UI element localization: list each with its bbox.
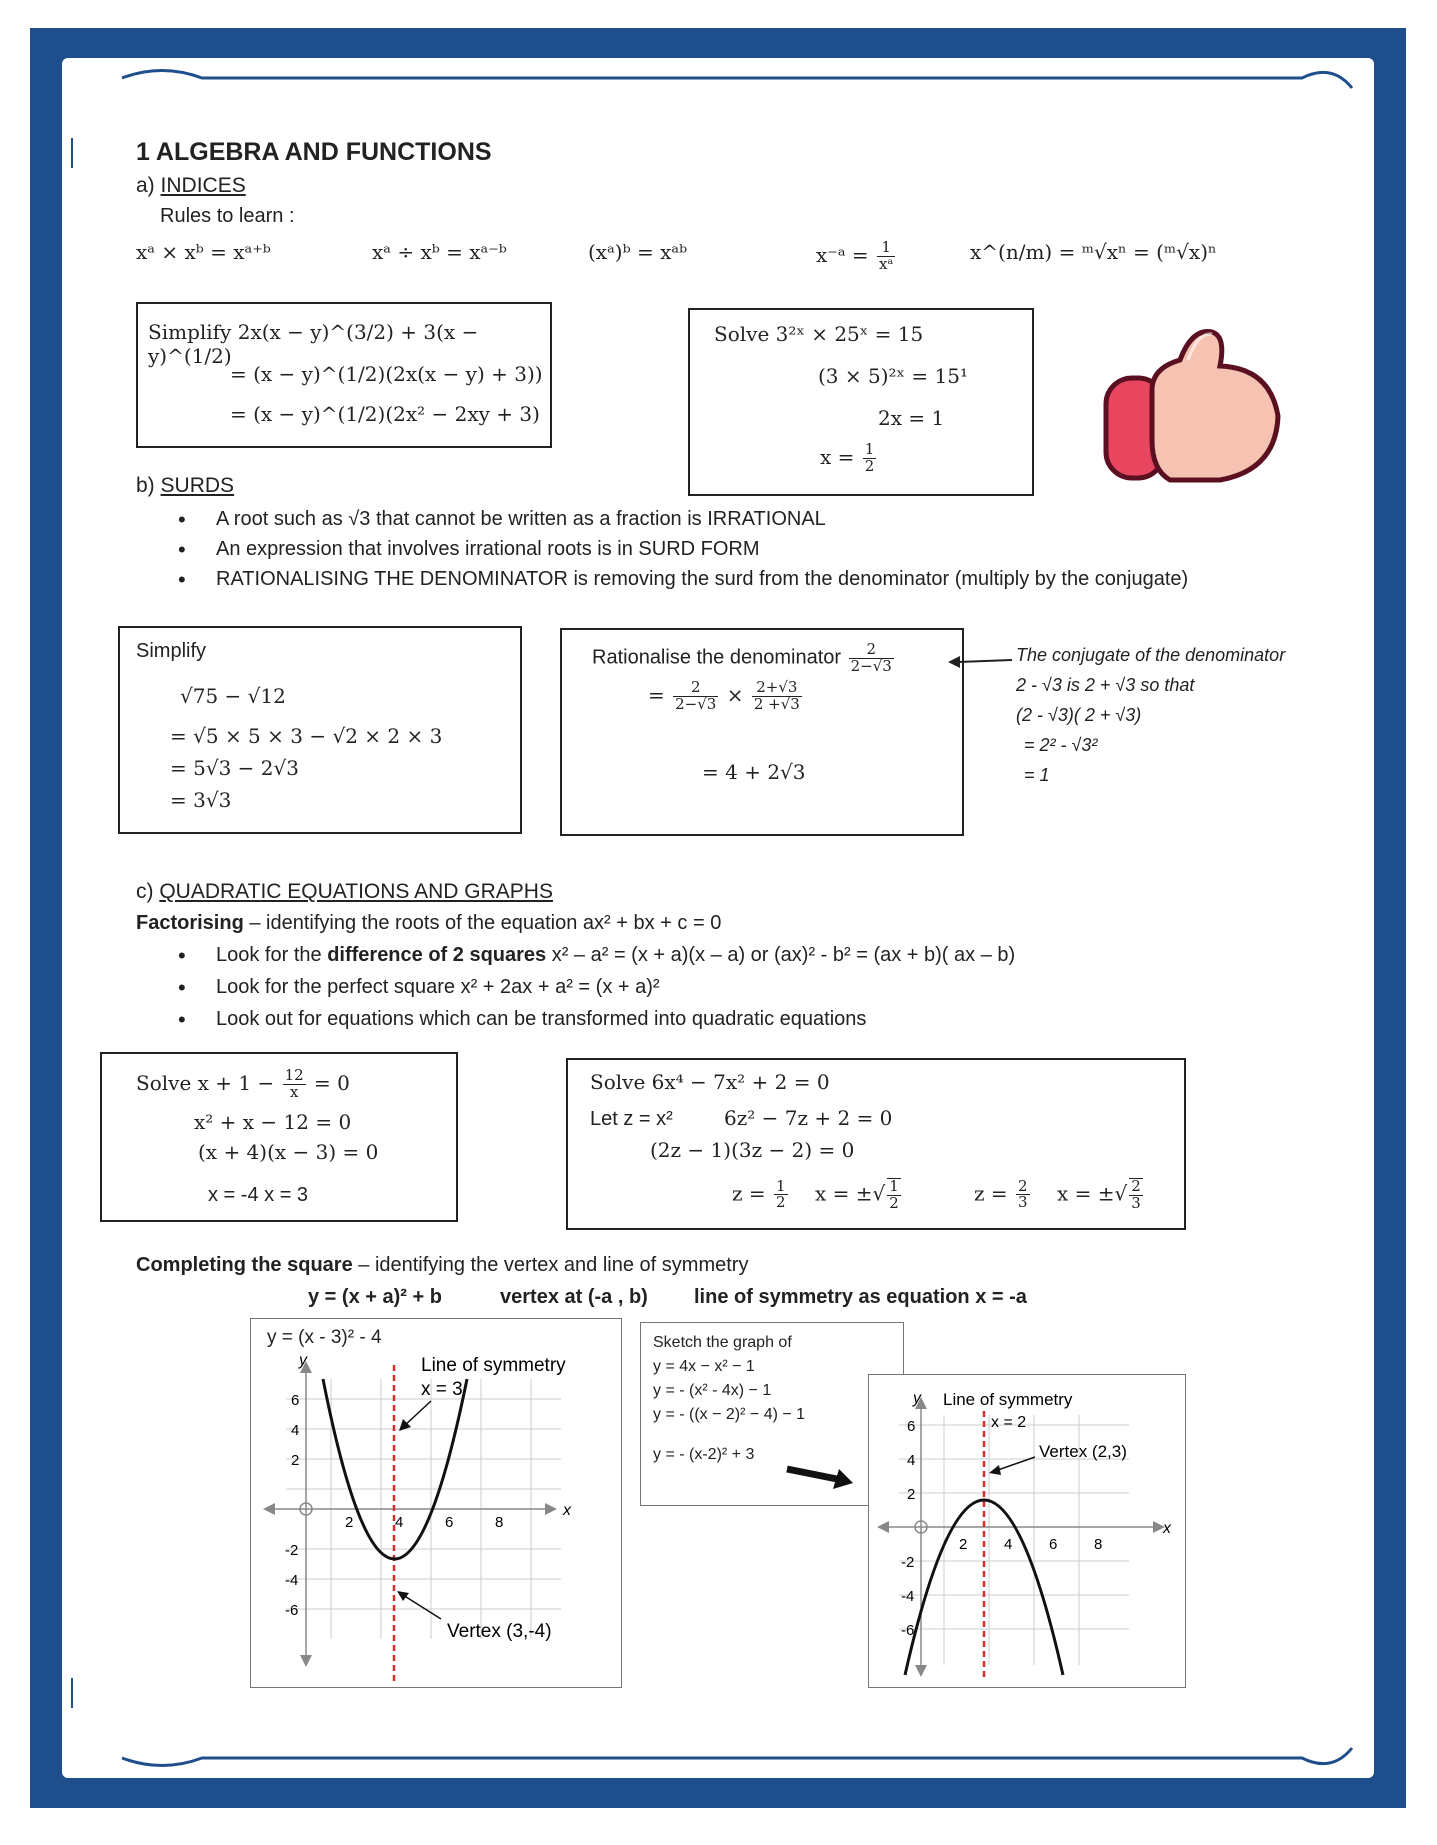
arrow-right-icon [783,1461,855,1491]
graph-2-panel [868,1374,1186,1688]
graph-2-xtick-8: 8 [1094,1536,1103,1553]
surds-bullet-3: • RATIONALISING THE DENOMINATOR is removing the surd from the denominator (multiply by the conjugate) [216,568,1188,591]
quad-box2-line2: 6z² − 7z + 2 = 0 [724,1106,893,1130]
surds-box1-line3: = 5√3 − 2√3 [170,756,299,780]
quadratic-bullet-1-pre: Look for the [216,944,328,966]
factorising-rest: – identifying the roots of the equation ax² + bx + c = 0 [243,912,722,934]
graph-1-sym-label-2: x = 3 [421,1379,463,1400]
quad-box2-z2-den: 3 [1018,1193,1028,1212]
rationalise-times: × [726,682,744,707]
surds-box1-line2: = √5 × 5 × 3 − √2 × 2 × 3 [170,724,443,748]
indices-box2-line1: Solve 3²ˣ × 25ˣ = 15 [714,322,924,346]
solve-indices-box [688,308,1034,496]
indices-heading [136,174,246,198]
surds-heading [136,474,234,498]
surds-bullet-1: • A root such as √3 that cannot be written as a fraction is IRRATIONAL [216,508,826,531]
quad-box2-x2: x = ±√ [1057,1181,1128,1206]
rationalise-result: = 4 + 2√3 [702,760,806,784]
surds-title: SURDS [160,474,235,497]
graph-1-xtick-8: 8 [495,1514,504,1531]
quad-box2-x2-den: 3 [1131,1193,1141,1212]
graph-1-ytick-2: 2 [291,1452,300,1469]
completing-line [136,1254,748,1277]
graph-2-ytick-6: 6 [907,1418,916,1435]
solve-quartic-box [566,1058,1186,1230]
sketch-line5: y = - (x-2)² + 3 [653,1446,755,1463]
rules-label: Rules to learn : [160,205,295,227]
quadratic-bullet-1-bold: difference of 2 squares [327,944,547,966]
graph-1-title: y = (x - 3)² - 4 [267,1327,382,1348]
graph-1-ytick-m2: -2 [285,1542,299,1559]
surds-box1-line4: = 3√3 [170,788,232,812]
solve-quadratic-box [100,1052,458,1222]
sketch-line2: y = 4x − x² − 1 [653,1358,755,1375]
indices-box2-x: x = [820,444,855,469]
quadratics-prefix: c) [136,880,154,903]
graph-2-xtick-6: 6 [1049,1536,1058,1553]
factorising-bold: Factorising [136,912,244,934]
graph-1-x-label: x [563,1502,571,1519]
graph-1-ytick-6: 6 [291,1392,300,1409]
quad-box1-line1 [136,1068,350,1101]
sketch-box [640,1322,904,1506]
rationalise-title-num: 2 [849,642,894,659]
factorising-line [136,912,721,935]
graph-2-x-label: x [1163,1520,1171,1537]
sketch-line3: y = - (x² - 4x) − 1 [653,1382,772,1399]
quad-box2-x1: x = ±√ [815,1181,886,1206]
rationalise-f1-num: 2 [673,680,718,697]
graph-2-sym-label-1: Line of symmetry [943,1390,1073,1409]
rationalise-f2-den: 2 +√3 [753,694,800,713]
indices-box2-den: 2 [864,456,875,475]
rule-multiply: xᵃ × xᵇ = xᵃ⁺ᵇ [136,240,271,264]
graph-2-vertex-label: Vertex (2,3) [1039,1442,1127,1461]
indices-box1-line3: = (x − y)^(1/2)(2x² − 2xy + 3) [230,402,540,426]
graph-1-ytick-m4: -4 [285,1572,299,1589]
surds-box1-line1: √75 − √12 [180,684,286,708]
surds-box1-title: Simplify [136,640,207,662]
sketch-line1: Sketch the graph of [653,1334,792,1351]
simplify-surds-box [118,626,522,834]
graph-1-ytick-4: 4 [291,1422,300,1439]
formula-symmetry: line of symmetry as equation x = -a [694,1286,1027,1308]
rationalise-step [648,680,804,713]
indices-box2-line2: (3 × 5)²ˣ = 15¹ [818,364,968,388]
graph-2-xtick-4: 4 [1004,1536,1013,1553]
quad-box2-z2: z = [974,1181,1008,1206]
quad-box1-pre: Solve x + 1 − [136,1070,275,1095]
graph-1-sym-label-1: Line of symmetry [421,1355,566,1376]
indices-box2-num: 1 [864,440,875,458]
quad-box1-line4: x = -4 x = 3 [208,1184,309,1206]
rule-divide: xᵃ ÷ xᵇ = xᵃ⁻ᵇ [372,240,507,264]
surds-prefix: b) [136,474,155,497]
conjugate-note-line4: = 2² - √3² [1024,735,1098,755]
conjugate-note-line3: (2 - √3)( 2 + √3) [1016,705,1142,725]
graph-2-y-label: y [913,1390,921,1407]
quadratic-bullet-1-post: x² – a² = (x + a)(x – a) or (ax)² - b² = (ax + b)( ax – b) [546,944,1016,966]
sketch-text [653,1331,805,1467]
quadratics-title: QUADRATIC EQUATIONS AND GRAPHS [159,880,553,903]
formula-vertex-form: y = (x + a)² + b [308,1286,442,1308]
rule-negative [816,240,897,273]
rule-fractional: x^(n/m) = ᵐ√xⁿ = (ᵐ√x)ⁿ [970,240,1217,264]
graph-2-ytick-4: 4 [907,1452,916,1469]
quad-box2-let: Let z = x² [590,1108,673,1130]
graph-1-xtick-4: 4 [395,1514,404,1531]
indices-box2-line3: 2x = 1 [878,406,945,430]
conjugate-note [1016,640,1285,790]
graph-1-y-label: y [299,1352,307,1369]
graph-1-xtick-6: 6 [445,1514,454,1531]
rationalise-box [560,628,964,836]
graph-1-xtick-2: 2 [345,1514,354,1531]
quad-box1-line3: (x + 4)(x − 3) = 0 [198,1140,379,1164]
quad-box2-z1: z = [732,1181,766,1206]
graph-1-vertex-label: Vertex (3,-4) [447,1621,552,1642]
quadratic-bullet-2: • Look for the perfect square x² + 2ax + a² = (x + a)² [216,976,660,999]
rationalise-f1-den: 2−√3 [675,694,717,713]
conjugate-note-line2: 2 - √3 is 2 + √3 so that [1016,675,1195,695]
quadratic-bullet-3: • Look out for equations which can be transformed into quadratic equations [216,1008,866,1031]
quad-box2-x2-num: 2 [1131,1177,1141,1195]
quad-box2-x1-den: 2 [889,1193,899,1212]
graph-1-ytick-m6: -6 [285,1602,299,1619]
graph-2-sym-label-2: x = 2 [991,1414,1027,1431]
rationalise-title-den: 2−√3 [850,656,892,675]
indices-box1-line1: Simplify 2x(x − y)^(3/2) + 3(x − y)^(1/2) [148,320,479,368]
quad-box2-z2-num: 2 [1018,1176,1028,1195]
graph-2-ytick-m6: -6 [901,1622,915,1639]
quadratic-bullet-1 [216,944,1015,967]
quad-box1-num: 12 [284,1066,304,1084]
graph-2-plot [869,1375,1185,1687]
rule-negative-den: xᵃ [879,254,894,273]
quad-box2-x1-num: 1 [889,1177,899,1195]
quadratics-heading [136,880,553,904]
rule-negative-lhs: x⁻ᵃ = [816,242,869,267]
graph-2-ytick-2: 2 [907,1486,916,1503]
sketch-line4: y = - ((x − 2)² − 4) − 1 [653,1406,806,1423]
quad-box1-line2: x² + x − 12 = 0 [194,1110,352,1134]
quad-box2-z1-den: 2 [776,1193,786,1212]
rationalise-f2-num: 2+√3 [752,680,802,697]
quad-box1-post: = 0 [314,1070,350,1095]
completing-bold: Completing the square [136,1254,353,1276]
quad-box1-den: x [289,1082,299,1101]
page-title: 1 ALGEBRA AND FUNCTIONS [136,138,492,166]
quad-box2-line3: (2z − 1)(3z − 2) = 0 [650,1138,855,1162]
indices-prefix: a) [136,174,155,197]
conjugate-note-line5: = 1 [1024,765,1050,785]
surds-bullet-2: • An expression that involves irrational roots is in SURD FORM [216,538,760,561]
indices-title: INDICES [160,174,246,197]
quad-box2-line1: Solve 6x⁴ − 7x² + 2 = 0 [590,1070,830,1094]
indices-box2-line4 [820,442,878,475]
rationalise-eq: = [648,682,665,707]
completing-rest: – identifying the vertex and line of symmetry [352,1254,749,1276]
thumbs-up-icon [1100,320,1290,490]
graph-1-panel [250,1318,622,1688]
quad-box2-z1-num: 1 [776,1176,786,1195]
quad-box2-sol2 [974,1178,1145,1212]
simplify-indices-box [136,302,552,448]
formula-vertex: vertex at (-a , b) [500,1286,648,1308]
indices-box1-line2: = (x − y)^(1/2)(2x(x − y) + 3)) [230,362,543,386]
graph-2-xtick-2: 2 [959,1536,968,1553]
conjugate-note-line1: The conjugate of the denominator [1016,645,1286,665]
rule-power: (xᵃ)ᵇ = xᵃᵇ [588,240,688,264]
rule-negative-num: 1 [877,240,895,257]
rationalise-title [592,642,896,675]
graph-2-ytick-m4: -4 [901,1588,915,1605]
arrow-left-icon [946,650,1016,670]
rationalise-title-text: Rationalise the denominator [592,646,842,669]
graph-1-plot [251,1319,621,1687]
graph-2-ytick-m2: -2 [901,1554,915,1571]
quad-box2-sol1 [732,1178,903,1212]
